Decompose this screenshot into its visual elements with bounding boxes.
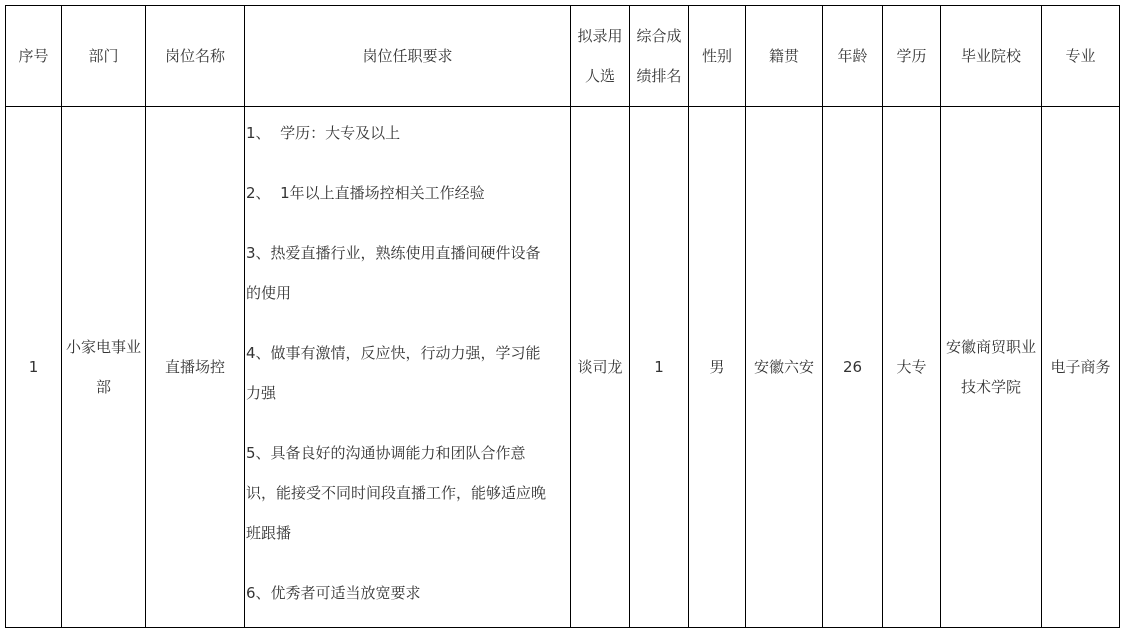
recruitment-table [5, 5, 1120, 628]
cell-rank: 1 [630, 107, 689, 628]
requirement-line: 4、做事有激情，反应快，行动力强，学习能 [246, 344, 541, 362]
cell-position: 直播场控 [146, 107, 245, 628]
header-rank-line2: 绩排名 [636, 67, 682, 85]
cell-school [941, 107, 1042, 628]
header-rank-line1: 综合成 [636, 27, 682, 45]
requirement-gap [246, 313, 569, 333]
requirement-line: 5、具备良好的沟通协调能力和团队合作意 [246, 444, 526, 462]
requirement-line: 2、 1年以上直播场控相关工作经验 [246, 184, 485, 202]
header-candidate [571, 6, 630, 107]
requirements-list [246, 113, 569, 613]
header-row [6, 6, 1120, 107]
requirement-gap [246, 553, 569, 573]
header-education: 学历 [883, 6, 941, 107]
cell-department [62, 107, 146, 628]
requirement-gap [246, 213, 569, 233]
cell-requirements [245, 107, 571, 628]
requirement-gap [246, 413, 569, 433]
requirement-line: 班跟播 [246, 524, 292, 542]
cell-school-line2: 技术学院 [960, 378, 1021, 396]
header-candidate-line1: 拟录用 [577, 27, 623, 45]
header-candidate-line2: 人选 [584, 67, 615, 85]
table-row [6, 107, 1120, 628]
header-requirements: 岗位任职要求 [245, 6, 571, 107]
requirement-line: 识，能接受不同时间段直播工作，能够适应晚 [246, 484, 547, 502]
cell-gender: 男 [689, 107, 746, 628]
header-origin: 籍贯 [746, 6, 823, 107]
header-index: 序号 [6, 6, 62, 107]
cell-index: 1 [6, 107, 62, 628]
header-position: 岗位名称 [146, 6, 245, 107]
cell-department-line1: 小家电事业 [65, 338, 141, 356]
header-major: 专业 [1042, 6, 1120, 107]
requirement-line: 3、热爱直播行业，熟练使用直播间硬件设备 [246, 244, 541, 262]
requirement-line: 1、 学历：大专及以上 [246, 124, 401, 142]
cell-age: 26 [823, 107, 883, 628]
cell-school-line1: 安徽商贸职业 [945, 338, 1036, 356]
header-gender: 性别 [689, 6, 746, 107]
header-rank [630, 6, 689, 107]
cell-origin: 安徽六安 [746, 107, 823, 628]
requirement-line: 6、优秀者可适当放宽要求 [246, 584, 421, 602]
header-school: 毕业院校 [941, 6, 1042, 107]
requirement-line: 的使用 [246, 284, 292, 302]
header-age: 年龄 [823, 6, 883, 107]
header-department: 部门 [62, 6, 146, 107]
requirement-line: 力强 [246, 384, 277, 402]
cell-department-line2: 部 [95, 378, 111, 396]
cell-major: 电子商务 [1042, 107, 1120, 628]
requirement-gap [246, 153, 569, 173]
cell-education: 大专 [883, 107, 941, 628]
cell-candidate: 谈司龙 [571, 107, 630, 628]
